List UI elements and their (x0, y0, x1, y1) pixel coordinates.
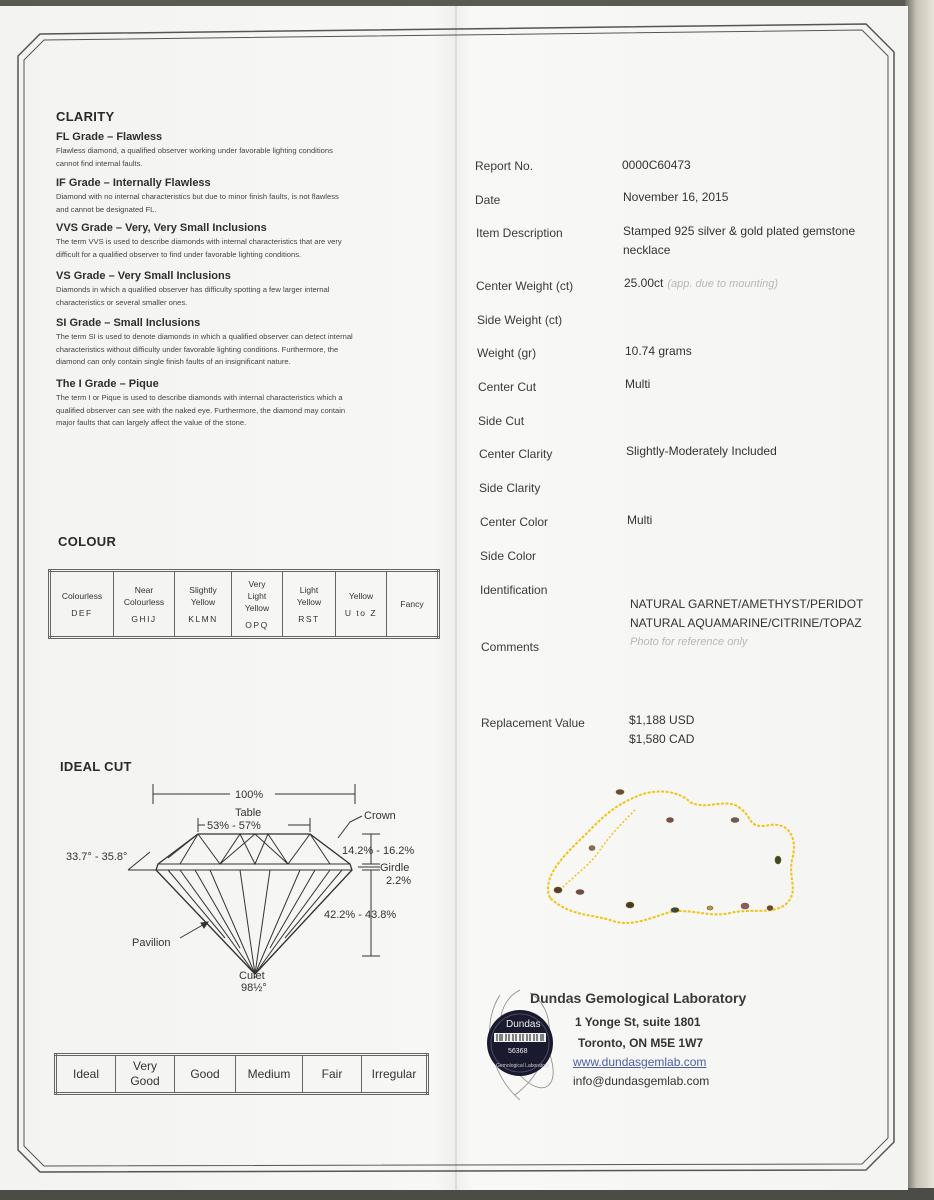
field-value (630, 595, 863, 652)
seal-number: 56368 (508, 1048, 528, 1055)
colour-label-line: Yellow (244, 603, 270, 613)
colour-label-line: Colourless (61, 591, 103, 601)
colour-label-line: Slightly (189, 585, 217, 595)
diamond-cut-diagram (50, 778, 450, 998)
pavilion-depth-label: 42.2% - 43.8% (324, 909, 397, 921)
cut-grade-label: Very (132, 1059, 157, 1073)
cut-grade-label: Good (130, 1074, 160, 1088)
colour-range: OPQ (245, 620, 269, 630)
colour-range: RST (298, 614, 320, 624)
field-value (627, 511, 652, 530)
colour-column (387, 571, 439, 638)
cut-grade-cell (303, 1055, 362, 1094)
field-value (624, 274, 778, 294)
field-value-line: $1,580 CAD (629, 732, 695, 746)
colour-label-line: Near (134, 585, 154, 595)
clarity-grade-title: VVS Grade – Very, Very Small Inclusions (56, 222, 267, 234)
cut-grade-label: Ideal (72, 1066, 100, 1081)
field-value (623, 188, 728, 207)
field-label: Weight (gr) (477, 346, 537, 360)
field-value-line: Slightly-Moderately Included (626, 444, 777, 458)
colour-column (50, 571, 114, 638)
colour-label (114, 584, 174, 608)
description-line: difficult for a qualified observer to find under favorable lighting conditions. (56, 249, 302, 259)
field-label: Side Cut (478, 414, 525, 428)
clarity-grade-title: SI Grade – Small Inclusions (56, 317, 201, 329)
description-line: Diamonds in which a qualified observer has difficulty spotting a few larger internal (56, 285, 330, 294)
clarity-grade-description (56, 145, 333, 170)
field-value-line: 25.00ct (624, 276, 664, 290)
colour-column (175, 571, 232, 638)
field-value-line: NATURAL AQUAMARINE/CITRINE/TOPAZ (630, 616, 862, 630)
colour-label (232, 578, 282, 614)
field-value-line: $1,188 USD (629, 713, 695, 727)
crown-label: Crown (364, 810, 396, 822)
lab-address-line-2: Toronto, ON M5E 1W7 (578, 1036, 704, 1050)
colour-label (387, 598, 437, 610)
clarity-grade-title: IF Grade – Internally Flawless (56, 177, 211, 189)
crown-angle-label: 33.7° - 35.8° (66, 851, 128, 863)
lab-email: info@dundasgemlab.com (573, 1074, 710, 1088)
field-value-line: NATURAL GARNET/AMETHYST/PERIDOT (630, 597, 864, 611)
description-line: major faults that can largely affect the value of the stone. (56, 418, 247, 427)
colour-label-line: Yellow (296, 597, 322, 607)
table-label: Table (235, 807, 262, 819)
description-line: The term SI is used to denote diamonds in which a qualified observer can detect internal (56, 332, 353, 341)
culet-angle-label: 98½° (241, 982, 267, 994)
colour-label (336, 590, 386, 602)
colour-label-line: Light (299, 585, 319, 595)
table-range-label: 53% - 57% (207, 820, 261, 832)
colour-heading: COLOUR (58, 534, 117, 549)
colour-column (336, 571, 387, 638)
cut-grade-label: Fair (321, 1066, 343, 1081)
colour-range: DEF (71, 608, 93, 618)
clarity-grade-description (56, 191, 339, 216)
clarity-grade-description (56, 284, 329, 309)
colour-label (51, 590, 113, 602)
field-note: (app. due to mounting) (667, 278, 779, 290)
clarity-grade-title: FL Grade – Flawless (56, 131, 163, 143)
clarity-heading: CLARITY (56, 109, 115, 124)
colour-label-line: Colourless (123, 597, 165, 607)
cut-grade-cell (175, 1055, 236, 1094)
description-line: characteristics or several smaller ones. (56, 297, 188, 307)
field-value-line: Stamped 925 silver & gold plated gemstone (623, 224, 856, 238)
description-line: cannot find internal faults. (56, 158, 143, 168)
cut-grade-cell (56, 1055, 116, 1094)
clarity-grade-title: VS Grade – Very Small Inclusions (56, 270, 231, 282)
colour-column (232, 571, 283, 638)
colour-column (283, 571, 336, 638)
field-label: Date (475, 193, 501, 207)
field-value-line: Multi (625, 377, 651, 391)
field-label: Comments (481, 640, 540, 654)
field-value-line: necklace (623, 243, 671, 257)
field-value (623, 222, 855, 260)
seal-top-text: Dundas (506, 1019, 541, 1030)
clarity-grade-description (56, 236, 342, 261)
cut-grade-label: Good (190, 1066, 220, 1081)
clarity-grade-description (56, 331, 353, 369)
cut-grade-table (54, 1053, 429, 1095)
clarity-grade-description (56, 392, 345, 430)
colour-label-line: Fancy (400, 599, 424, 609)
description-line: Diamond with no internal characteristics but due to minor finish faults, is not flawless (56, 192, 339, 201)
crown-height-label: 14.2% - 16.2% (342, 845, 415, 857)
colour-range: U to Z (344, 608, 378, 618)
girdle-label: Girdle (380, 862, 410, 874)
field-label: Center Color (480, 515, 549, 529)
description-line: Flawless diamond, a qualified observer working under favorable lighting conditions (56, 146, 333, 155)
colour-range: KLMN (188, 614, 218, 624)
cut-grade-label: Medium (247, 1066, 291, 1081)
width-label: 100% (235, 789, 264, 801)
colour-label (175, 584, 231, 608)
lab-address-line-1: 1 Yonge St, suite 1801 (575, 1015, 701, 1029)
field-note: Photo for reference only (630, 636, 748, 648)
colour-label-line: Yellow (348, 591, 374, 601)
girdle-value-label: 2.2% (386, 875, 412, 887)
colour-label-line: Very (248, 579, 266, 589)
field-value (629, 711, 694, 749)
field-value-line: 0000C60473 (622, 158, 691, 172)
pavilion-label: Pavilion (132, 937, 171, 949)
lab-name: Dundas Gemological Laboratory (530, 990, 747, 1006)
necklace-photo (530, 780, 820, 940)
field-label: Item Description (476, 226, 563, 240)
field-label: Report No. (475, 159, 534, 173)
field-value-line: 10.74 grams (625, 344, 692, 358)
field-label: Center Weight (ct) (476, 279, 574, 293)
field-label: Identification (480, 583, 548, 597)
field-value (622, 156, 691, 175)
colour-range: GHIJ (131, 614, 157, 624)
description-line: characteristics without difficulty under favorable lighting conditions. Furthermore, the (56, 344, 339, 354)
cut-grade-cell (116, 1055, 175, 1094)
cut-grade-cell (236, 1055, 303, 1094)
field-value (626, 442, 777, 461)
cut-grade-cell (362, 1055, 428, 1094)
description-line: qualified observer can see with the naked eye. Furthermore, the diamond may contain (56, 405, 346, 415)
cut-grade-label: Irregular (371, 1066, 417, 1081)
colour-label (283, 584, 335, 608)
culet-label: Culet (239, 970, 265, 982)
colour-label-line: Yellow (190, 597, 216, 607)
field-value (625, 375, 650, 394)
field-label: Center Cut (478, 380, 537, 394)
field-label: Replacement Value (481, 716, 585, 730)
colour-column (114, 571, 175, 638)
description-line: The term I or Pique is used to describe diamonds with internal characteristics which a (56, 393, 343, 402)
clarity-grade-title: The I Grade – Pique (56, 378, 159, 390)
field-label: Side Weight (ct) (477, 313, 563, 327)
field-value (625, 342, 692, 361)
description-line: diamond can only contain single finish faults of an insignificant nature. (56, 357, 291, 366)
field-value-line: Multi (627, 513, 653, 527)
ideal-cut-heading: IDEAL CUT (60, 759, 132, 774)
field-label: Side Color (480, 549, 537, 563)
lab-website-link[interactable]: www.dundasgemlab.com (573, 1055, 707, 1069)
colour-label-line: Light (247, 591, 267, 601)
description-line: and cannot be designated FL. (56, 204, 157, 214)
field-label: Center Clarity (479, 447, 553, 461)
description-line: The term VVS is used to describe diamonds with internal characteristics that are very (56, 237, 342, 246)
field-label: Side Clarity (479, 481, 541, 495)
field-value-line: November 16, 2015 (623, 190, 729, 204)
colour-scale-table (48, 569, 440, 639)
seal-bottom-text: Gemological Laboratory (496, 1063, 550, 1069)
